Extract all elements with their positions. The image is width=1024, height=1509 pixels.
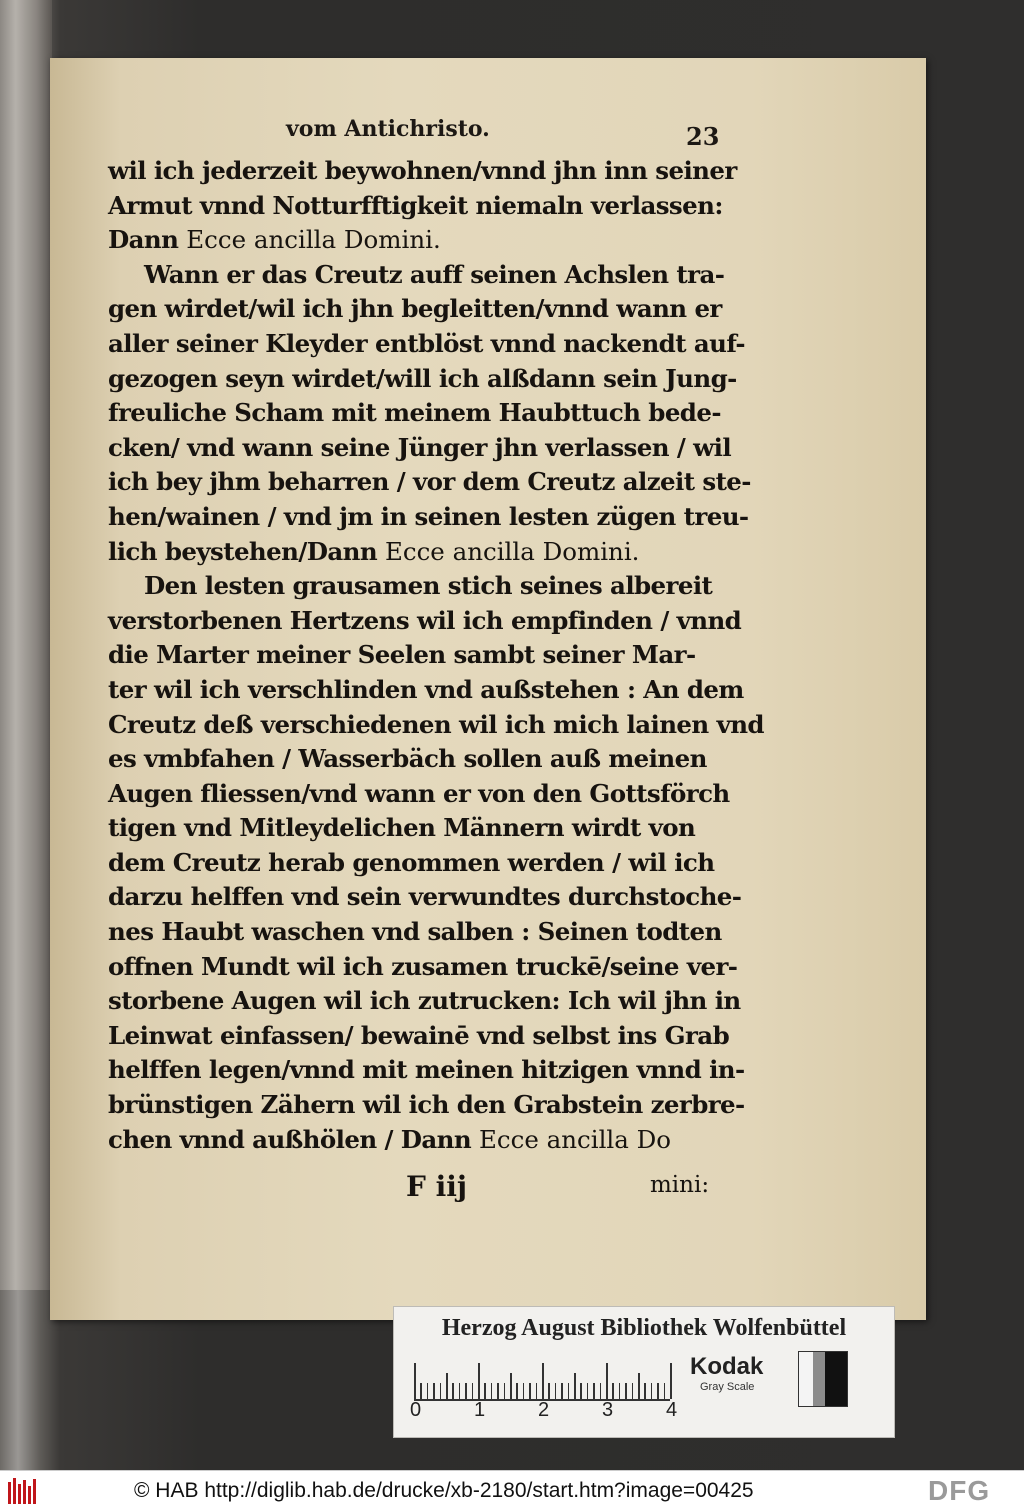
ruler-tick <box>664 1383 666 1399</box>
text-line-fraktur: helffen legen/vnnd mit meinen hitzigen vnnd in- <box>108 1055 745 1085</box>
text-line-fraktur: offnen Mundt wil ich zusamen truckē/seine ver- <box>108 951 738 981</box>
text-line <box>108 292 748 327</box>
text-line-fraktur: hen/wainen / vnd jm in seinen lesten zügen treu- <box>108 501 749 531</box>
text-line-fraktur: chen vnnd außhölen / Dann <box>108 1124 480 1154</box>
text-line <box>108 465 751 500</box>
text-line <box>108 1088 748 1123</box>
ruler-tick <box>459 1383 461 1399</box>
ruler-tick <box>478 1363 480 1399</box>
ruler-tick <box>574 1373 576 1399</box>
text-line <box>108 915 748 950</box>
ruler-tick <box>593 1383 595 1399</box>
copyright-link[interactable]: © HAB http://diglib.hab.de/drucke/xb-2180/start.htm?image=00425 <box>134 1479 754 1502</box>
text-line <box>108 500 748 535</box>
text-line-fraktur: Leinwat einfassen/ bewainē vnd selbst ins Grab <box>108 1020 730 1050</box>
text-line <box>108 1053 748 1088</box>
ruler-tick <box>561 1383 563 1399</box>
ruler-tick <box>427 1383 429 1399</box>
library-name: Herzog August Bibliothek Wolfenbüttel <box>441 1315 847 1341</box>
ruler-tick <box>446 1373 448 1399</box>
text-line <box>108 673 748 708</box>
ruler-tick <box>555 1383 557 1399</box>
ruler-tick <box>510 1373 512 1399</box>
text-line-fraktur: cken/ vnd wann seine Jünger jhn verlassen / wil <box>108 432 732 462</box>
gray-scale-swatches <box>798 1351 848 1407</box>
text-line-fraktur: darzu helffen vnd sein verwundtes durchstoche- <box>108 882 742 912</box>
ruler-tick <box>619 1383 621 1399</box>
text-line <box>108 708 764 743</box>
text-line <box>108 362 748 397</box>
ruler-tick <box>580 1383 582 1399</box>
text-line <box>108 258 748 293</box>
text-line <box>108 950 748 985</box>
ruler-tick <box>472 1383 474 1399</box>
ruler-label: 2 <box>538 1399 550 1421</box>
body-text <box>108 154 764 1157</box>
ruler-tick <box>420 1383 422 1399</box>
text-line <box>108 535 748 570</box>
ruler-tick <box>600 1383 602 1399</box>
text-line <box>108 431 748 466</box>
ruler-labels <box>406 1399 696 1427</box>
text-line-fraktur: Wann er das Creutz auff seinen Achslen tra- <box>144 259 725 289</box>
text-line-fraktur: Armut vnnd Notturfftigkeit niemaln verlassen: <box>108 190 723 220</box>
ruler-tick <box>625 1383 627 1399</box>
text-line-fraktur: es vmbfahen / Wasserbäch sollen auß meinen <box>108 744 707 774</box>
ruler-tick <box>529 1383 531 1399</box>
text-line <box>108 742 748 777</box>
signature-mark: F iij <box>406 1170 468 1203</box>
ruler-label: 1 <box>474 1399 486 1421</box>
text-line <box>108 777 748 812</box>
text-line <box>108 1019 748 1054</box>
ruler-label: 0 <box>410 1399 422 1421</box>
text-line <box>108 327 748 362</box>
text-line-fraktur: Dann <box>108 225 187 255</box>
ruler-tick <box>491 1383 493 1399</box>
ruler-tick <box>657 1383 659 1399</box>
text-line <box>108 189 748 224</box>
ruler-tick <box>644 1383 646 1399</box>
ruler-tick <box>651 1383 653 1399</box>
kodak-logo: Kodak <box>690 1353 764 1380</box>
ruler-tick <box>638 1373 640 1399</box>
text-line-fraktur: verstorbenen Hertzens wil ich empfinden / vnnd <box>108 605 742 635</box>
text-line-fraktur: wil ich jederzeit beywohnen/vnnd jhn inn seiner <box>108 156 737 185</box>
text-line-fraktur: gen wirdet/wil ich jhn begleitten/vnnd wann er <box>108 294 722 324</box>
text-line-fraktur: storbene Augen wil ich zutrucken: Ich wil jhn in <box>108 986 741 1016</box>
text-line-latin: Ecce ancilla Do <box>479 1124 672 1154</box>
ruler-tick <box>452 1383 454 1399</box>
ruler-tick <box>542 1363 544 1399</box>
ruler-tick <box>587 1383 589 1399</box>
page-number: 23 <box>686 122 720 151</box>
footer-bar <box>0 1470 1024 1509</box>
ruler-tick <box>536 1383 538 1399</box>
ruler-tick <box>440 1383 442 1399</box>
text-line <box>108 223 748 258</box>
text-line-fraktur: dem Creutz herab genommen werden / wil ich <box>108 847 715 877</box>
text-line-fraktur: gezogen seyn wirdet/will ich alßdann sein Jung- <box>108 363 737 393</box>
text-line <box>108 569 748 604</box>
text-line <box>108 880 748 915</box>
catchword: mini: <box>650 1172 710 1198</box>
ruler-tick <box>632 1383 634 1399</box>
scale-ruler <box>414 1359 670 1401</box>
text-line-fraktur: Augen fliessen/vnd wann er von den Gottsförch <box>108 778 730 808</box>
ruler-tick <box>414 1363 416 1399</box>
text-line <box>108 811 748 846</box>
text-line-fraktur: nes Haubt waschen vnd salben : Seinen todten <box>108 917 722 947</box>
text-line <box>108 1123 748 1158</box>
hab-logo-icon <box>8 1476 38 1504</box>
text-line-fraktur: tigen vnd Mitleydelichen Männern wirdt von <box>108 813 696 843</box>
ruler-tick <box>516 1383 518 1399</box>
text-line-fraktur: Creutz deß verschiedenen wil ich mich lainen vnd <box>108 709 764 739</box>
text-line-latin: Ecce ancilla Domini. <box>384 536 640 566</box>
ruler-tick <box>433 1383 435 1399</box>
text-line-fraktur: die Marter meiner Seelen sambt seiner Mar- <box>108 640 696 670</box>
dfg-logo: DFG <box>928 1475 991 1506</box>
ruler-tick <box>612 1383 614 1399</box>
text-line <box>108 604 748 639</box>
running-head: vom Antichristo. <box>286 116 490 142</box>
library-label <box>393 1306 895 1438</box>
text-line-fraktur: Den lesten grausamen stich seines albereit <box>144 571 713 601</box>
ruler-tick <box>497 1383 499 1399</box>
ruler-tick <box>484 1383 486 1399</box>
ruler-label: 4 <box>666 1399 678 1421</box>
text-line-fraktur: lich beystehen/Dann <box>108 536 385 566</box>
text-line <box>108 846 748 881</box>
ruler-tick <box>548 1383 550 1399</box>
ruler-label: 3 <box>602 1399 614 1421</box>
ruler-tick <box>523 1383 525 1399</box>
ruler-tick <box>465 1383 467 1399</box>
ruler-tick <box>670 1363 672 1399</box>
ruler-tick <box>606 1363 608 1399</box>
text-line <box>108 984 748 1019</box>
text-line-fraktur: ich bey jhm beharren / vor dem Creutz alzeit ste- <box>108 467 751 497</box>
text-line <box>108 154 748 189</box>
text-line-fraktur: freuliche Scham mit meinem Haubttuch bede- <box>108 398 721 428</box>
gray-scale-text: Gray Scale <box>700 1381 755 1393</box>
left-page-edge <box>0 0 52 1290</box>
text-line-fraktur: ter wil ich verschlinden vnd außstehen : An dem <box>108 674 744 704</box>
ruler-tick <box>568 1383 570 1399</box>
text-line <box>108 396 748 431</box>
text-line <box>108 638 748 673</box>
ruler-tick <box>504 1383 506 1399</box>
text-line-latin: Ecce ancilla Domini. <box>186 225 441 255</box>
text-line-fraktur: aller seiner Kleyder entblöst vnnd nackendt auf- <box>108 328 745 358</box>
text-line-fraktur: brünstigen Zähern wil ich den Grabstein zerbre- <box>108 1090 745 1120</box>
